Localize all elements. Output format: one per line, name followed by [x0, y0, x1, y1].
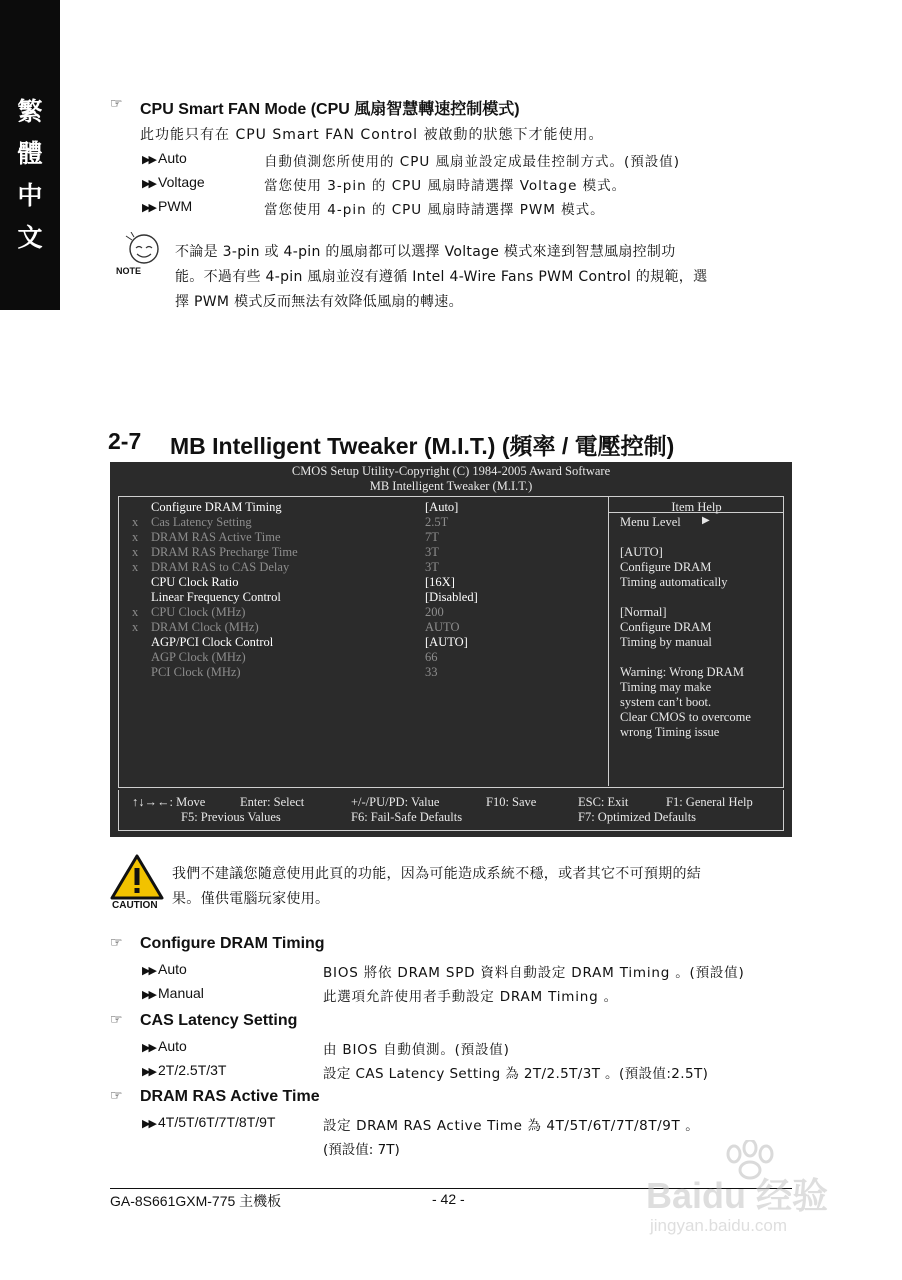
option-desc: BIOS 將依 DRAM SPD 資料自動設定 DRAM Timing 。(預設值) — [323, 965, 745, 981]
bios-setting-value[interactable]: [Auto] — [425, 500, 459, 514]
bios-key-hint: Enter: Select — [240, 795, 305, 809]
option-desc: 此選項允許使用者手動設定 DRAM Timing 。 — [323, 989, 618, 1005]
bios-setting-value: 200 — [425, 605, 444, 619]
bios-setting-value[interactable]: [16X] — [425, 575, 455, 589]
double-arrow-icon: ▶▶ — [142, 1066, 155, 1078]
option-label: PWM — [158, 198, 193, 214]
bios-header-title: MB Intelligent Tweaker (M.I.T.) — [369, 479, 533, 493]
note-icon — [112, 232, 168, 280]
pointing-hand-icon: ☞ — [110, 96, 123, 112]
bios-setting-value: AUTO — [425, 620, 460, 634]
bios-help-line: wrong Timing issue — [620, 725, 720, 739]
section-heading: Configure DRAM Timing — [140, 935, 325, 952]
bios-setting-name: DRAM RAS to CAS Delay — [151, 560, 290, 574]
option-label: 4T/5T/6T/7T/8T/9T — [158, 1114, 276, 1130]
footer-model: GA-8S661GXM-775 主機板 — [110, 1193, 282, 1209]
option-row — [142, 150, 802, 170]
note-text — [175, 240, 795, 315]
option-row — [142, 1038, 822, 1058]
caution-icon — [110, 853, 166, 913]
caution-line: 果。僅供電腦玩家使用。 — [172, 891, 330, 907]
bios-key-hint: F7: Optimized Defaults — [578, 810, 697, 824]
caution-line: 我們不建議您隨意使用此頁的功能，因為可能造成系統不穩，或者其它不可預期的結 — [172, 866, 702, 882]
bios-divider — [608, 496, 609, 786]
double-arrow-icon: ▶▶ — [142, 178, 155, 190]
bios-setting-name: PCI Clock (MHz) — [151, 665, 241, 679]
option-desc: 自動偵測您所使用的 CPU 風扇並設定成最佳控制方式。(預設值) — [264, 154, 681, 170]
bios-setting-name: DRAM RAS Precharge Time — [151, 545, 298, 559]
bios-help-line: Timing automatically — [620, 575, 728, 589]
bios-key-hint: +/-/PU/PD: Value — [351, 795, 440, 809]
bios-screen — [110, 462, 792, 837]
disabled-marker: x — [132, 620, 139, 634]
bios-setting-name[interactable]: CPU Clock Ratio — [151, 575, 239, 589]
side-tab-char: 體 — [17, 139, 43, 168]
note-line: 不論是 3-pin 或 4-pin 的風扇都可以選擇 Voltage 模式來達到智慧風扇控制功 — [175, 244, 676, 260]
baidu-watermark — [646, 1148, 861, 1243]
bios-help-line: Timing may make — [620, 680, 712, 694]
option-label: Auto — [158, 1038, 187, 1054]
option-desc: 設定 CAS Latency Setting 為 2T/2.5T/3T 。(預設值:2.5T) — [323, 1066, 709, 1082]
disabled-marker: x — [132, 515, 139, 529]
section-heading: DRAM RAS Active Time — [140, 1088, 320, 1105]
bios-setting-name: CPU Clock (MHz) — [151, 605, 246, 619]
bios-setting-name[interactable]: Configure DRAM Timing — [151, 500, 282, 514]
section-heading: CAS Latency Setting — [140, 1012, 298, 1029]
bios-help-title: Item Help — [671, 500, 722, 514]
bios-setting-name[interactable]: AGP/PCI Clock Control — [151, 635, 274, 649]
section-heading: CPU Smart FAN Mode (CPU 風扇智慧轉速控制模式) — [140, 101, 520, 118]
bios-header-copyright: CMOS Setup Utility-Copyright (C) 1984-2005 Award Software — [291, 464, 611, 478]
option-desc: 當您使用 3-pin 的 CPU 風扇時請選擇 Voltage 模式。 — [264, 178, 627, 194]
double-arrow-icon: ▶▶ — [142, 154, 155, 166]
disabled-marker: x — [132, 530, 139, 544]
bios-help-line: Timing by manual — [620, 635, 712, 649]
disabled-marker: x — [132, 545, 139, 559]
pointing-hand-icon: ☞ — [110, 1012, 123, 1028]
pointing-hand-icon: ☞ — [110, 1088, 123, 1104]
bios-setting-value: 2.5T — [425, 515, 449, 529]
double-arrow-icon: ▶▶ — [142, 202, 155, 214]
section-subtitle: 此功能只有在 CPU Smart FAN Control 被啟動的狀態下才能使用。 — [140, 127, 604, 143]
bios-key-hint: F5: Previous Values — [181, 810, 281, 824]
bios-setting-name: AGP Clock (MHz) — [151, 650, 246, 664]
bios-help-line: [Normal] — [620, 605, 667, 619]
bios-help-line: Menu Level — [620, 515, 681, 529]
option-label: 2T/2.5T/3T — [158, 1062, 227, 1078]
option-desc: 當您使用 4-pin 的 CPU 風扇時請選擇 PWM 模式。 — [264, 202, 605, 218]
disabled-marker: x — [132, 560, 139, 574]
bios-help-line: [AUTO] — [620, 545, 663, 559]
bios-key-hint: F10: Save — [486, 795, 537, 809]
section-number: 2-7 — [108, 428, 142, 454]
side-tab-char: 文 — [17, 223, 43, 252]
option-row — [142, 174, 802, 194]
bios-setting-value: 7T — [425, 530, 439, 544]
option-desc: 由 BIOS 自動偵測。(預設值) — [323, 1042, 510, 1058]
double-arrow-icon: ▶▶ — [142, 1042, 155, 1054]
bios-setting-name: Cas Latency Setting — [151, 515, 252, 529]
bios-setting-name[interactable]: Linear Frequency Control — [151, 590, 281, 604]
watermark-brand: Baidu 经验 — [646, 1175, 829, 1216]
bios-help-line: Clear CMOS to overcome — [620, 710, 751, 724]
bios-setting-name: DRAM Clock (MHz) — [151, 620, 259, 634]
bios-key-hint: ESC: Exit — [578, 795, 629, 809]
bios-setting-value: 3T — [425, 545, 439, 559]
note-line: 擇 PWM 模式反而無法有效降低風扇的轉速。 — [175, 294, 463, 310]
caution-text — [172, 862, 797, 912]
bios-setting-value: 3T — [425, 560, 439, 574]
footer-page-number: - 42 - — [432, 1191, 465, 1207]
bios-key-hint: F1: General Help — [666, 795, 753, 809]
double-arrow-icon: ▶▶ — [142, 965, 155, 977]
bios-help-line: system can’t boot. — [620, 695, 712, 709]
section-title-text: MB Intelligent Tweaker (M.I.T.) (頻率 / 電壓控制) — [170, 433, 675, 459]
menu-level-arrow-icon: ▶ — [702, 515, 710, 526]
bios-help-line: Configure DRAM — [620, 620, 712, 634]
option-row — [142, 961, 822, 981]
disabled-marker: x — [132, 605, 139, 619]
option-label: Auto — [158, 961, 187, 977]
bios-setting-value[interactable]: [Disabled] — [425, 590, 478, 604]
note-line: 能。不過有些 4-pin 風扇並沒有遵循 Intel 4-Wire Fans PWM Control 的規範，選 — [175, 269, 708, 285]
side-tab-char: 繁 — [17, 97, 43, 126]
option-row — [142, 198, 802, 218]
note-icon-label: NOTE — [116, 266, 142, 276]
bios-setting-value[interactable]: [AUTO] — [425, 635, 468, 649]
option-row — [142, 1114, 822, 1158]
option-label: Auto — [158, 150, 187, 166]
watermark-url: jingyan.baidu.com — [650, 1216, 788, 1235]
page-section-title — [108, 428, 675, 459]
option-desc: 設定 DRAM RAS Active Time 為 4T/5T/6T/7T/8T/9T 。 — [323, 1118, 700, 1134]
option-desc-default: (預設值: 7T) — [323, 1142, 400, 1158]
bios-setting-value: 66 — [425, 650, 438, 664]
caution-icon-label: CAUTION — [112, 900, 158, 911]
option-row — [142, 1062, 822, 1082]
bios-setting-value: 33 — [425, 665, 438, 679]
bios-help-line: Warning: Wrong DRAM — [620, 665, 744, 679]
bios-setting-name: DRAM RAS Active Time — [151, 530, 281, 544]
language-side-tab — [0, 0, 60, 310]
bios-help-line: Configure DRAM — [620, 560, 712, 574]
option-label: Manual — [158, 985, 204, 1001]
double-arrow-icon: ▶▶ — [142, 989, 155, 1001]
bios-key-hint: F6: Fail-Safe Defaults — [351, 810, 463, 824]
bios-key-hint: ↑↓→←: Move — [132, 795, 206, 809]
double-arrow-icon: ▶▶ — [142, 1118, 155, 1130]
pointing-hand-icon: ☞ — [110, 935, 123, 951]
option-label: Voltage — [158, 174, 205, 190]
option-row — [142, 985, 822, 1005]
side-tab-char: 中 — [17, 181, 43, 210]
